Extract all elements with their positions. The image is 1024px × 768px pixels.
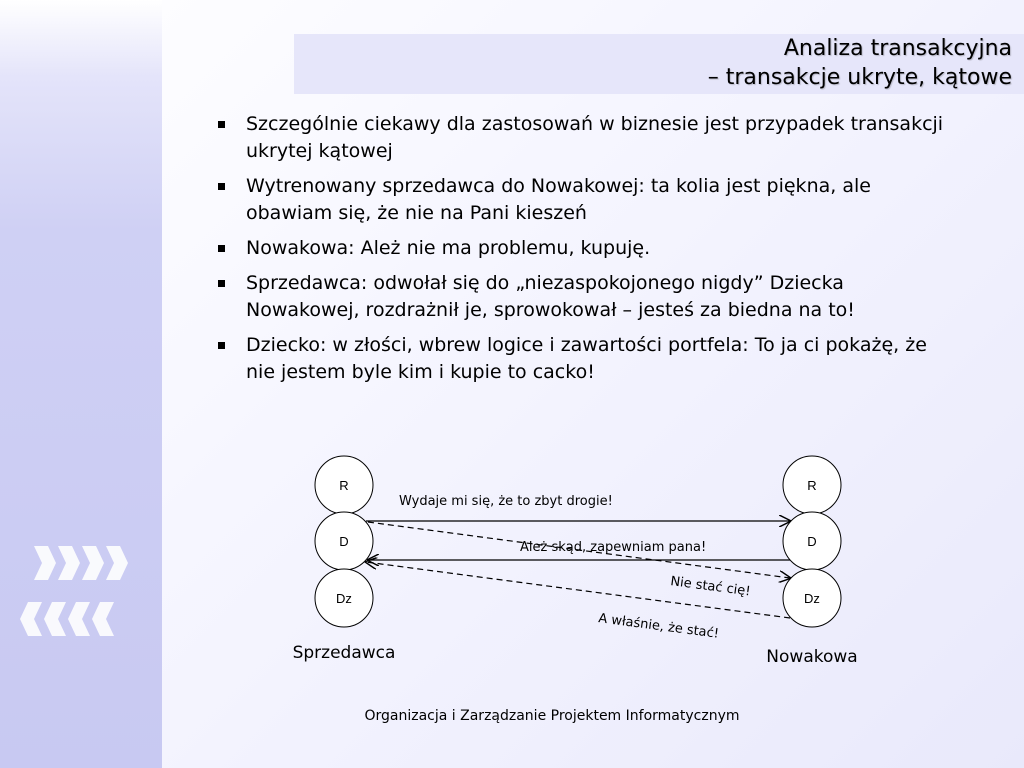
message-1: Wydaje mi się, że to zbyt drogie! xyxy=(399,494,613,509)
right-state-r: R xyxy=(807,478,817,493)
message-4: A właśnie, że stać! xyxy=(597,611,720,642)
message-3: Nie stać cię! xyxy=(669,574,752,600)
left-state-d: D xyxy=(339,534,349,549)
right-state-d: D xyxy=(807,534,817,549)
left-state-r: R xyxy=(339,478,349,493)
bullet-text: Dziecko: w złości, wbrew logice i zawartości portfela: To ja ci pokażę, że nie jestem byle kim i kupie to cacko! xyxy=(246,334,927,383)
bullet-text: Wytrenowany sprzedawca do Nowakowej: ta kolia jest piękna, ale obawiam się, że nie na Pani kieszeń xyxy=(246,175,871,224)
footer-text: Organizacja i Zarządzanie Projektem Informatycznym xyxy=(364,708,740,724)
message-2: Ależ skąd, zapewniam pana! xyxy=(520,540,707,555)
bullet-text: Sprzedawca: odwołał się do „niezaspokojonego nigdy” Dziecka Nowakowej, rozdrażnił je, sprowokował – jesteś za biedna na to! xyxy=(246,272,855,321)
bullet-text: Nowakowa: Ależ nie ma problemu, kupuję. xyxy=(246,237,651,259)
right-state-dz: Dz xyxy=(804,591,820,606)
bullet-text: Szczególnie ciekawy dla zastosowań w biznesie jest przypadek transakcji ukrytej kątowej xyxy=(246,113,944,162)
title-line-2: – transakcje ukryte, kątowe xyxy=(707,65,1012,90)
right-actor-label: Nowakowa xyxy=(766,647,858,667)
left-state-dz: Dz xyxy=(336,591,352,606)
title-line-1: Analiza transakcyjna xyxy=(783,36,1012,61)
left-actor-label: Sprzedawca xyxy=(292,643,396,663)
